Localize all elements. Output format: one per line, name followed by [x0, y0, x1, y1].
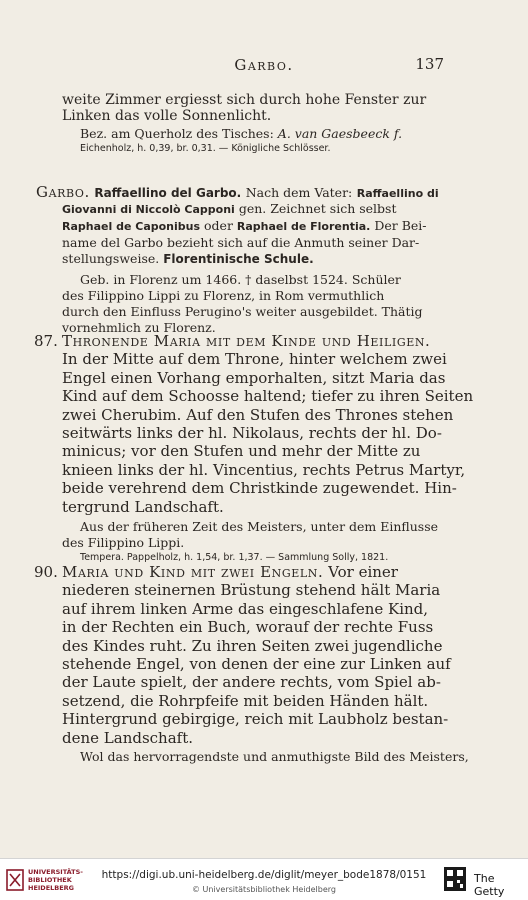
entry-number: 87.: [34, 332, 58, 350]
library-name-line: HEIDELBERG: [28, 884, 75, 892]
artist-line3-mid: oder: [204, 218, 233, 233]
signature-name: A. van Gaesbeeck f.: [277, 126, 403, 142]
entry-line: zwei Cherubim. Auf den Stufen des Thrones stehen: [62, 405, 454, 424]
material-line: Eichenholz, h. 0,39, br. 0,31. — Königliche Schlösser.: [80, 143, 331, 155]
artist-school: Florentinische Schule.: [163, 252, 314, 266]
entry-material: Tempera. Pappelholz, h. 1,54, br. 1,37. — Sammlung Solly, 1821.: [80, 552, 389, 564]
entry-line: stehende Engel, von denen der eine zur Linken auf: [62, 655, 451, 674]
catalog-entry-87: [34, 332, 474, 565]
artist-section: [36, 184, 450, 202]
artist-alias-2: Raphael de Florentia.: [236, 220, 371, 233]
artist-line5-text: stellungsweise.: [62, 251, 160, 266]
page-number: 137: [415, 55, 444, 73]
entry-line: Kind auf dem Schoosse haltend; tiefer zu ihren Seiten: [62, 387, 474, 406]
copyright-notice: © Universitätsbibliothek Heidelberg: [191, 885, 336, 894]
running-title: Garbo.: [234, 56, 294, 74]
entry-line: minicus; vor den Stufen und mehr der Mitte zu: [62, 442, 421, 461]
entry-line: seitwärts links der hl. Nikolaus, rechts der hl. Do-: [62, 424, 442, 443]
text-line: Linken das volle Sonnenlicht.: [62, 108, 272, 125]
entry-title: Maria und Kind mit zwei Engeln.: [62, 563, 324, 581]
entry-line: der Laute spielt, der andere rechts, vom Spiel ab-: [62, 673, 441, 692]
entry-line: Engel einen Vorhang emporhalten, sitzt Maria das: [62, 368, 446, 387]
bio-line: des Filippino Lippi zu Florenz, in Rom vermuthlich: [62, 288, 385, 303]
entry-title: Thronende Maria mit dem Kinde und Heiligen.: [62, 332, 431, 350]
artist-details: [62, 201, 450, 336]
entry-line: niederen steinernen Brüstung stehend hält Maria: [62, 581, 441, 600]
artist-line4: name del Garbo bezieht sich auf die Anmuth seiner Dar-: [62, 235, 420, 250]
entry-note: Aus der früheren Zeit des Meisters, unter dem Einflusse: [80, 519, 439, 535]
library-name-line: UNIVERSITÄTS-: [28, 868, 83, 876]
bio-line: vornehmlich zu Florenz.: [62, 320, 216, 335]
running-head: [0, 56, 528, 80]
artist-line3-text: Der Bei-: [374, 218, 427, 233]
qr-code-icon: [444, 867, 466, 891]
library-name-line: BIBLIOTHEK: [28, 876, 72, 884]
entry-line: dene Landschaft.: [62, 728, 194, 747]
bio-line: durch den Einfluss Perugino's weiter ausgebildet. Thätig: [62, 304, 423, 319]
bio-line: Geb. in Florenz um 1466. † daselbst 1524. Schüler: [80, 272, 401, 287]
document-url-link[interactable]: https://digi.ub.uni-heidelberg.de/diglit/meyer_bode1878/0151: [101, 869, 427, 881]
entry-line: tergrund Landschaft.: [62, 497, 224, 516]
entry-line: beide verehrend dem Christkinde zugewendet. Hin-: [62, 479, 457, 498]
entry-line: In der Mitte auf dem Throne, hinter welchem zwei: [62, 350, 447, 369]
catalog-entry-90: [34, 563, 469, 765]
entry-note: Wol das hervorragendste und anmuthigste Bild des Meisters,: [80, 749, 469, 765]
artist-line1-bold: Raffaellino di: [356, 187, 439, 200]
entry-note: des Filippino Lippi.: [62, 535, 185, 551]
partner-logo[interactable]: The Getty: [474, 872, 505, 898]
artist-line2-text: gen. Zeichnet sich selbst: [238, 201, 397, 216]
entry-title-rest: Vor einer: [328, 563, 398, 581]
viewer-footer: [0, 858, 528, 900]
signature-prefix: Bez. am Querholz des Tisches:: [80, 126, 274, 142]
text-line: weite Zimmer ergiesst sich durch hohe Fenster zur: [62, 92, 427, 108]
artist-line1-text: Nach dem Vater:: [245, 185, 353, 200]
entry-line: des Kindes ruht. Zu ihren Seiten zwei jugendliche: [62, 636, 443, 655]
entry-line: auf ihrem linken Arme das eingeschlafene Kind,: [62, 599, 429, 618]
artist-name: Raffaellino del Garbo.: [94, 186, 242, 200]
entry-number: 90.: [34, 563, 58, 581]
continuation-text: [62, 92, 450, 156]
entry-line: knieen links der hl. Vincentius, rechts Petrus Martyr,: [62, 460, 466, 479]
entry-line: setzend, die Rohrpfeife mit beiden Händen hält.: [62, 691, 429, 710]
artist-alias-1: Raphael de Caponibus: [62, 220, 201, 233]
artist-birthname: Giovanni di Niccolò Capponi: [62, 203, 235, 216]
signature-line: [62, 126, 450, 142]
entry-line: in der Rechten ein Buch, worauf der rechte Fuss: [62, 618, 434, 637]
artist-label: Garbo.: [36, 183, 90, 201]
entry-line: Hintergrund gebirgige, reich mit Laubholz bestan-: [62, 710, 449, 729]
